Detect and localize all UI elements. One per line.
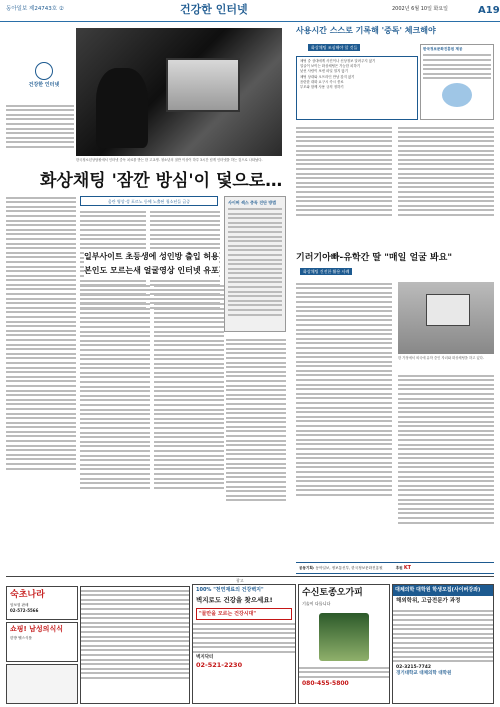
intro-column	[6, 102, 74, 162]
ad3-headline: 100% "천연재료의 건강벽지"	[196, 587, 264, 593]
side-box-title: 한국정보문화진흥원 제공	[423, 47, 463, 51]
right-article-col-2	[398, 124, 494, 232]
monitor-illustration	[426, 294, 470, 326]
ad-ogapi	[298, 584, 390, 704]
page-number: A19	[478, 5, 500, 16]
main-headline: 화상채팅 '잠깐 방심'이 덫으로…	[40, 171, 283, 191]
article-column-5	[154, 282, 224, 562]
mid-headline-1: 일부사이트 초등생에 성인방 출입 허용	[84, 252, 219, 261]
ad1-sub: 암보험 판매	[10, 603, 29, 608]
ad-university	[392, 584, 494, 704]
logo-icon	[35, 62, 53, 80]
logo-text: 건강한 인터넷	[28, 82, 60, 88]
character-illustration	[442, 83, 472, 107]
article-column-4	[80, 282, 150, 562]
sub-badge: 음란 영상·성 포르노 등에 노출된 청소년들 급증	[80, 196, 218, 206]
ad-insurance	[6, 586, 78, 620]
sponsor-bar	[296, 562, 494, 574]
section-logo	[22, 62, 66, 100]
checklist-item: 부모와 함께 사용 규칙 정하기	[300, 85, 344, 90]
monitor-illustration	[166, 58, 240, 112]
section-title: 건강한 인터넷	[180, 3, 248, 16]
ad2-title: 쇼핑! 남성의식식	[10, 625, 63, 633]
diagnosis-box-title: 사이버 섹스 중독 진단 방법	[228, 200, 277, 205]
article-column-1	[6, 194, 76, 564]
checklist-item: 채팅 상대와 오프라인 만남 갖지 않기	[300, 74, 355, 79]
ad3-box: "물만을 모르는 건강시대"	[196, 608, 292, 621]
main-photo	[76, 28, 282, 156]
right-badge-2: 화상채팅 건전한 활용 사례	[300, 268, 352, 275]
ads-section-label: 광고	[236, 578, 244, 583]
checklist-box	[296, 56, 418, 120]
ad1-phone: 02-572-5566	[10, 607, 39, 613]
photo-caption: 한국청소년상담원에서 인터넷 중독 치료를 받는 한 고교생. 청소년의 절반 이상이 하루 3시간 넘게 인터넷을 하는 것으로 나타났다.	[76, 158, 263, 162]
right-article-col-3	[296, 280, 392, 562]
article-column-6	[226, 336, 286, 562]
ad4-title: 수신토종오가피	[302, 588, 363, 598]
ad5-title: 대체의학 대학원 학생모집(사이버강좌)	[393, 585, 493, 596]
photo-caption-2: 한 가정에서 외국에 유학 중인 자녀와 화상채팅을 하고 있다.	[398, 356, 484, 360]
checklist-item: 음란한 대화 요구시 즉시 종료	[300, 79, 344, 84]
video-chat-photo	[398, 282, 494, 354]
ad3-headline-2: 벽지로도 건강을 찾으세요!	[196, 595, 273, 604]
right-badge: 화상채팅 조심해야 할 것들	[308, 44, 360, 51]
ads-divider	[6, 576, 494, 577]
product-image	[319, 613, 369, 661]
ad-wallpaper	[192, 584, 296, 704]
ad-small-grid	[80, 586, 190, 704]
ad2-sub: 한방 헬스식품	[10, 636, 32, 641]
ad5-sub: 해외학위, 고급전문가 과정	[396, 597, 461, 604]
sponsor-orgs: 동아일보, 정보통신부, 한국정보문화진흥원	[315, 566, 383, 570]
right-article-col-1	[296, 124, 392, 232]
ad3-company: 벽지닥터	[196, 655, 214, 661]
right-mid-headline: 기러기아빠-유학간 딸 "매일 얼굴 봐요"	[296, 253, 453, 263]
issue-date: 2002년 6월 10일 화요일	[392, 6, 449, 12]
ad5-phone: 02-3215-7742	[396, 664, 432, 670]
person-silhouette	[96, 68, 148, 148]
page-header	[0, 0, 500, 22]
ad4-sub: 기술이 다릅니다	[302, 601, 331, 607]
checklist-item: 낯선 사람이 보낸 파일 열지 않기	[300, 69, 348, 74]
newspaper-info: 동아일보 제24743호 ②	[6, 6, 64, 12]
ad1-title: 숙초나라	[10, 590, 45, 600]
mid-headline-2: 본인도 모르는새 얼굴영상 인터넷 유포	[84, 266, 219, 275]
checklist	[300, 59, 414, 90]
diagnosis-box	[224, 196, 286, 332]
ad-shopping	[6, 622, 78, 662]
checklist-item: 채팅 중 상대에게 사진이나 신상정보 알려주지 않기	[300, 59, 376, 63]
ad4-phone: 080-455-5800	[302, 680, 349, 688]
sponsor-label: 공동기획:	[299, 566, 315, 570]
side-illustration-box	[420, 44, 494, 120]
right-article-col-4	[398, 372, 494, 562]
kt-logo: KT	[403, 565, 412, 571]
checklist-item: 얼굴이 보이는 화상채팅은 가능한 피하기	[300, 64, 360, 69]
ad-generic	[6, 664, 78, 704]
sponsor-right-label: 후원	[395, 566, 403, 570]
ad3-phone: 02-521-2230	[196, 661, 243, 670]
ad5-school: 경기대학교 대체의학 대학원	[396, 670, 452, 676]
right-top-headline: 사용시간 스스로 기록해 '중독' 체크해야	[296, 26, 436, 35]
